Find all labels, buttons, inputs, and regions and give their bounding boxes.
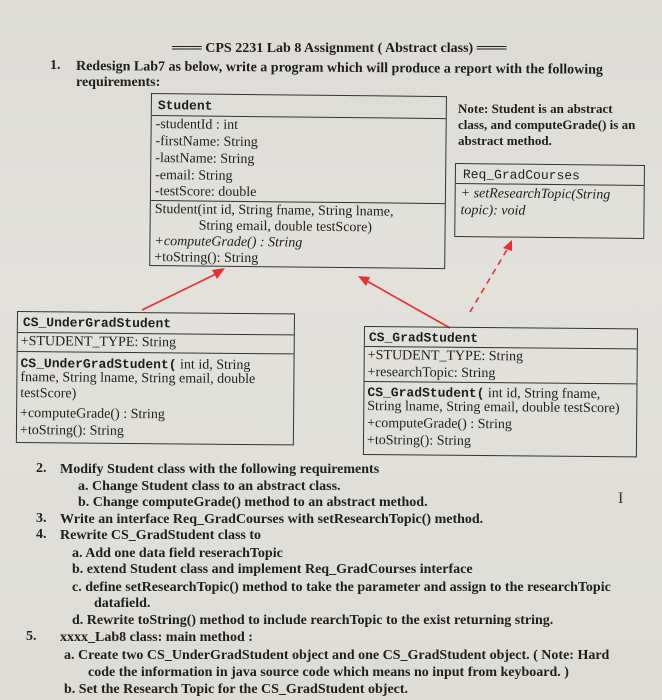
q4-item-c-cont: datafield. [94,596,151,611]
student-field: -firstName: String [155,134,258,151]
q2-item-a: a. Change Student class to an abstract class. [78,479,341,494]
q5-text: xxxx_Lab8 class: main method : [60,630,253,645]
implements-arrow [470,248,508,312]
q1-line2: requirements: [76,75,161,90]
page-title: ═══ CPS 2231 Lab 8 Assignment ( Abstract class) ═══ [172,41,507,56]
q4-item-c: c. define setResearchTopic() method to take the parameter and assign to the researchTopic [72,580,611,595]
arrowhead [503,240,512,251]
arrowhead [212,268,225,279]
grad-constructor-cont: String lname, String email, double testScore) [367,399,620,417]
grad-method: +toString(): String [366,433,472,449]
undergrad-class-name: CS_UnderGradStudent [22,315,172,332]
undergrad-field: +STUDENT_TYPE: String [20,334,177,351]
grad-field: +researchTopic: String [367,365,496,382]
constructor-params: int id, String [176,357,251,374]
undergrad-constructor-cont: fname, String lname, String email, double [20,370,256,388]
student-constructor: Student(int id, String fname, String lname, [154,202,394,220]
q2-text: Modify Student class with the following requirements [60,462,380,477]
q3-text: Write an interface Req_GradCourses with setResearchTopic() method. [60,512,484,527]
student-constructor-cont: String email, double testScore) [198,218,373,236]
interface-name: Req_GradCourses [462,167,580,184]
grad-field: +STUDENT_TYPE: String [367,348,524,365]
q4-item-b: b. extend Student class and implement Req_GradCourses interface [72,562,473,577]
q1-line1: Redesign Lab7 as below, write a program which will produce a report with the following [75,59,603,78]
student-class-name: Student [157,98,213,114]
q5-item-a: a. Create two CS_UnderGradStudent object and one CS_GradStudent object. ( Note: Hard [64,648,610,663]
constructor-params: int id, String fname, [484,386,601,403]
student-field: -email: String [155,168,233,184]
undergrad-constructor-cont: testScore) [20,386,77,402]
note-line: abstract method. [458,133,552,148]
q1-number: 1. [50,58,61,73]
q4-item-a: a. Add one data field reserachTopic [72,546,283,561]
q4-number: 4. [36,527,47,542]
q5-item-a-cont: code the information in java source code which means no input from keyboard. ) [88,665,569,680]
constructor-name: CS_UnderGradStudent( [20,356,177,373]
interface-method-cont: topic): void [460,203,526,219]
q3-number: 3. [36,511,47,526]
grad-uml-box [363,326,638,457]
undergrad-method: +computeGrade() : String [20,406,165,423]
student-method: +computeGrade() : String [154,234,303,251]
undergrad-method: +toString(): String [19,423,124,439]
arrowhead [358,276,370,286]
inheritance-arrow-gs [365,280,450,328]
student-field: -lastName: String [155,151,255,168]
q2-item-b: b. Change computeGrade() method to an abstract method. [78,495,428,510]
inheritance-arrow-ug [142,272,220,310]
note-line: Note: Student is an abstract [458,101,613,116]
note-line: class, and computeGrade() is an [458,117,636,132]
grad-class-name: CS_GradStudent [368,330,479,346]
q4-item-d: d. Rewrite toString() method to include rearchTopic to the exist returning string. [72,613,554,628]
q5-number: 5. [26,629,37,644]
grad-method: +computeGrade() : String [367,416,512,433]
text-cursor-icon: I [618,490,624,507]
student-field: -studentId : int [155,117,239,133]
q4-text: Rewrite CS_GradStudent class to [60,528,262,543]
q5-item-b: b. Set the Research Topic for the CS_GradStudent object. [64,682,409,697]
constructor-name: CS_GradStudent( [367,385,485,402]
interface-method: + setResearchTopic(String [460,186,611,203]
undergrad-uml-box [16,311,295,445]
q2-number: 2. [36,461,47,476]
student-method: +toString(): String [154,250,259,267]
student-field: -testScore: double [154,184,257,201]
